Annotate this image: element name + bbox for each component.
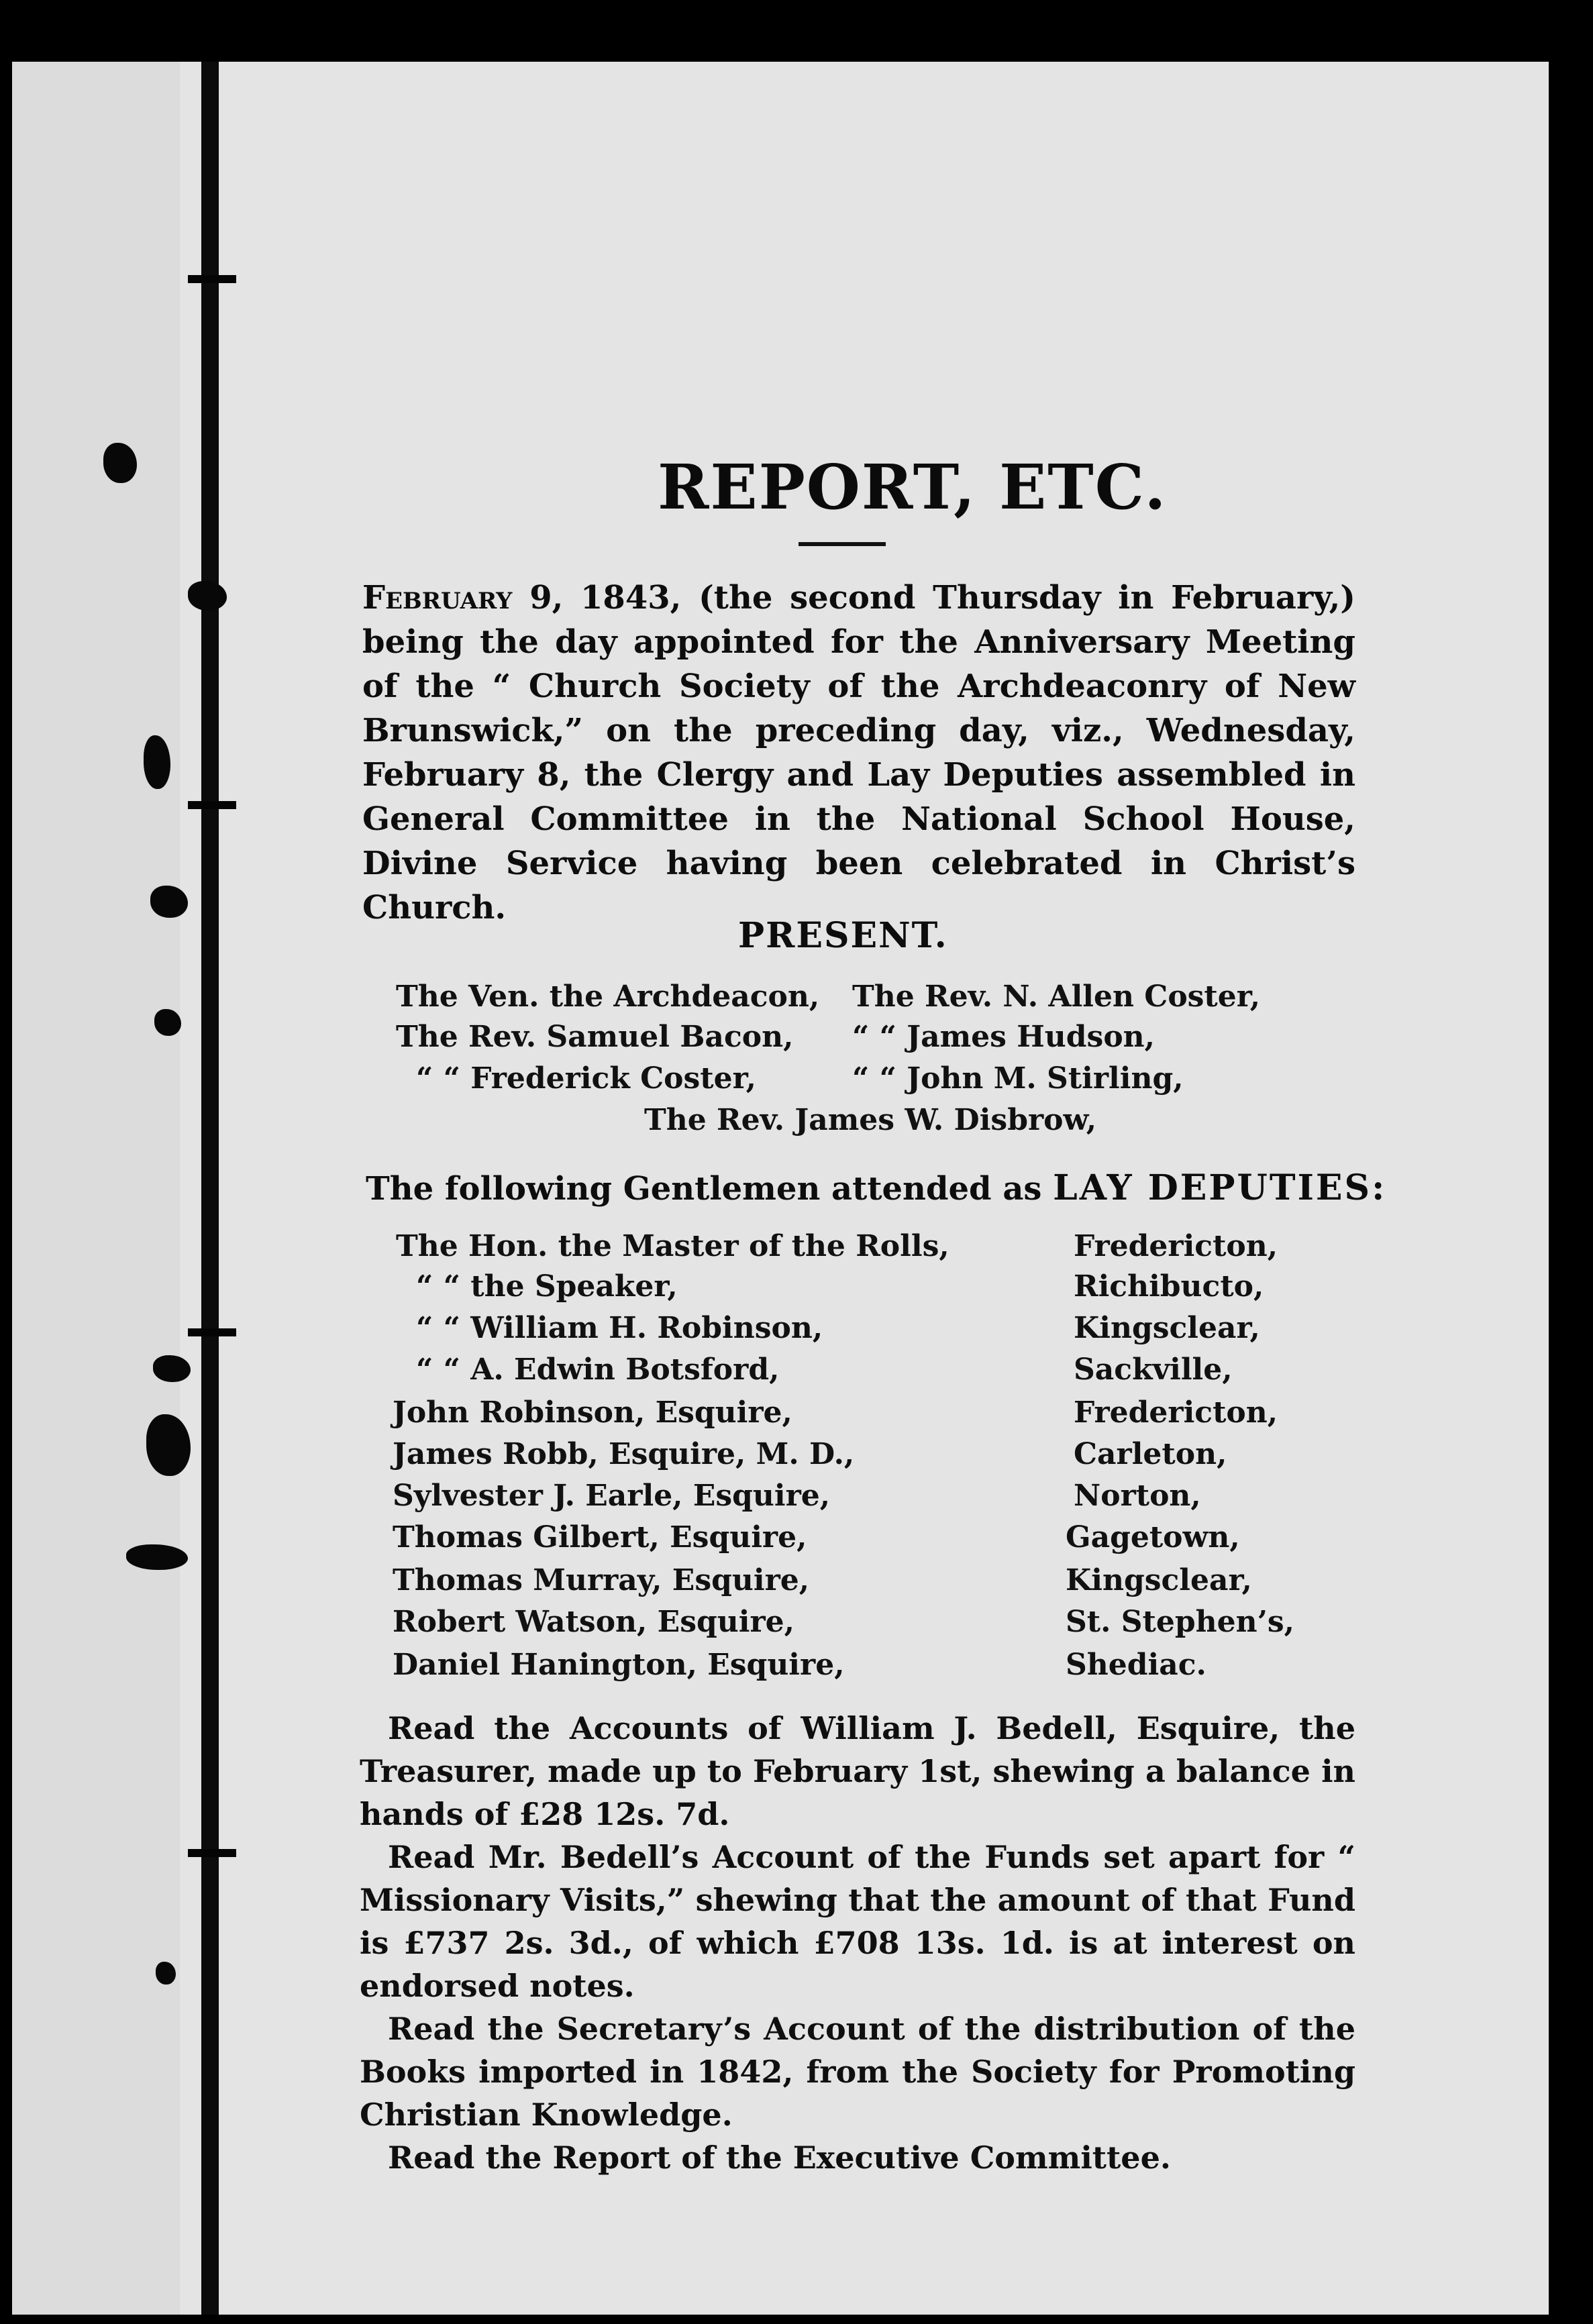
deputy-place: Norton, — [1074, 1479, 1201, 1513]
opening-text: (the second Thursday in February,) being the day appointed for the Anniversary Meeting of the “ Church Society of the Archdeaconry of New Brunswick,” on the preceding day, viz., Wednesday, February 8, the Clergy and Lay Deputies assembled in General Committee in the National School House, Divine Service having been celebrated in Christ’s Church. — [362, 579, 1355, 927]
opening-paragraph — [362, 576, 1355, 930]
deputy-place: Gagetown, — [1066, 1520, 1240, 1554]
minute-paragraph: Read the Accounts of William J. Bedell, Esquire, the Treasurer, made up to February 1st, shewing a balance in hands of £28 12s. 7d. — [360, 1710, 1355, 1832]
ink-blot — [154, 1009, 181, 1036]
present-heading: PRESENT. — [738, 915, 948, 956]
present-right: The Rev. N. Allen Coster, — [852, 980, 1261, 1014]
lay-heading-prefix: The following Gentlemen attended as — [366, 1170, 1054, 1208]
left-gutter — [12, 62, 180, 2315]
deputy-place: Carleton, — [1074, 1437, 1227, 1471]
ink-blot — [156, 1962, 176, 1985]
deputy-place: Richibucto, — [1074, 1269, 1264, 1304]
minute-paragraph: Read the Report of the Executive Committee. — [388, 2140, 1171, 2176]
deputy-place: Kingsclear, — [1066, 1563, 1252, 1597]
deputy-name: Thomas Murray, Esquire, — [393, 1563, 810, 1597]
deputy-name: The Hon. the Master of the Rolls, — [396, 1229, 949, 1263]
present-final: The Rev. James W. Disbrow, — [644, 1103, 1097, 1137]
ink-blot — [188, 581, 227, 611]
deputy-name: Robert Watson, Esquire, — [393, 1605, 794, 1639]
deputy-name: James Robb, Esquire, M. D., — [393, 1437, 855, 1471]
ink-blot — [126, 1544, 188, 1570]
deputy-name: “ “ A. Edwin Botsford, — [416, 1353, 780, 1387]
deputy-place: Kingsclear, — [1074, 1311, 1260, 1345]
deputy-place: Fredericton, — [1074, 1229, 1278, 1263]
lay-deputies-heading — [366, 1167, 1386, 1208]
deputy-name: “ “ the Speaker, — [416, 1269, 678, 1304]
deputy-place: Shediac. — [1066, 1648, 1206, 1682]
lay-heading-caps: LAY DEPUTIES: — [1053, 1167, 1387, 1208]
deputy-place: St. Stephen’s, — [1066, 1605, 1294, 1639]
binding-thread — [188, 275, 236, 283]
minutes-section — [360, 1707, 1355, 2179]
present-left: “ “ Frederick Coster, — [416, 1061, 756, 1096]
binding-spine — [201, 62, 219, 2315]
binding-thread — [188, 1328, 236, 1336]
present-left: The Ven. the Archdeacon, — [396, 980, 820, 1014]
minute-paragraph: Read the Secretary’s Account of the distribution of the Books imported in 1842, from the Society for Promoting Christian Knowledge. — [360, 2011, 1355, 2133]
deputy-place: Sackville, — [1074, 1353, 1233, 1387]
deputy-place: Fredericton, — [1074, 1395, 1278, 1430]
document-title: REPORT, ETC. — [658, 451, 1168, 523]
present-right: “ “ John M. Stirling, — [852, 1061, 1184, 1096]
ink-blot — [146, 1414, 191, 1476]
ink-blot — [153, 1355, 191, 1382]
title-divider — [799, 542, 886, 546]
deputy-name: Daniel Hanington, Esquire, — [393, 1648, 845, 1682]
binding-thread — [188, 1849, 236, 1857]
deputy-name: Thomas Gilbert, Esquire, — [393, 1520, 807, 1554]
deputy-name: Sylvester J. Earle, Esquire, — [393, 1479, 831, 1513]
deputy-name: “ “ William H. Robinson, — [416, 1311, 823, 1345]
present-left: The Rev. Samuel Bacon, — [396, 1020, 794, 1054]
meeting-date: February 9, 1843, — [362, 579, 682, 617]
present-right: “ “ James Hudson, — [852, 1020, 1155, 1054]
minute-paragraph: Read Mr. Bedell’s Account of the Funds set apart for “ Missionary Visits,” shewing that the amount of that Fund is £737 2s. 3d., of which £708 13s. 1d. is at interest on endorsed notes. — [360, 1839, 1355, 2004]
deputy-name: John Robinson, Esquire, — [393, 1395, 792, 1430]
binding-thread — [188, 801, 236, 809]
ink-blot — [150, 886, 188, 918]
